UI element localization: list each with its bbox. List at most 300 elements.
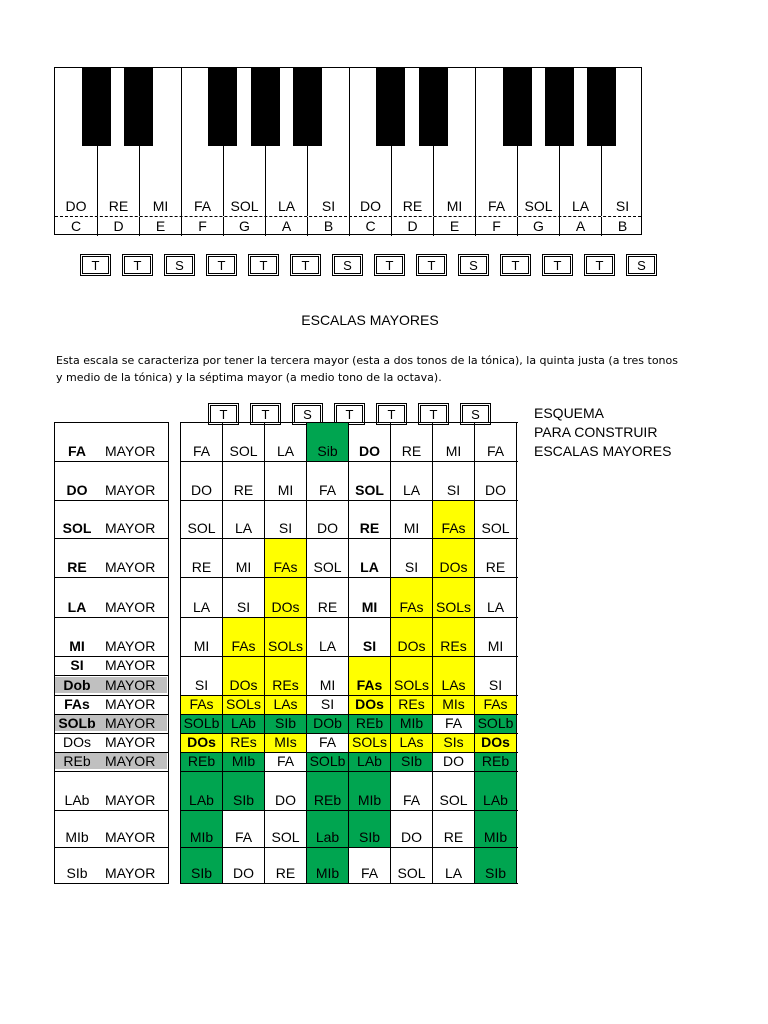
scale-name-row (55, 578, 168, 618)
interval-step-box: T (502, 256, 529, 274)
note-letter: B (601, 217, 643, 236)
scale-tonic: SIb (66, 865, 88, 881)
scale-note-cell (265, 618, 307, 656)
scale-note-label: SI (488, 677, 503, 693)
scale-note-cell (433, 578, 475, 617)
scale-note-cell (475, 618, 517, 656)
scale-note-cell (349, 578, 391, 617)
piano-keyboard (54, 67, 642, 235)
scale-note-cell (181, 462, 223, 500)
scale-note-label: FAs (231, 638, 256, 654)
scale-note-label: SIb (400, 753, 422, 769)
scale-tonic: SOL (62, 520, 92, 536)
scale-name-row (55, 696, 168, 715)
note-letter: E (139, 217, 181, 236)
scale-note-cell (475, 657, 517, 695)
scale-note-cell (475, 501, 517, 538)
scale-note-label: DOb (313, 715, 342, 731)
scale-mode: MAYOR (105, 559, 156, 575)
scale-note-label: MIs (274, 734, 297, 750)
scale-note-cell (181, 772, 223, 810)
scale-note-cell (391, 462, 433, 500)
black-key (587, 68, 616, 146)
scheme-caption-line: PARA CONSTRUIR (534, 424, 658, 440)
white-key-label: DO (360, 198, 381, 214)
scale-name-row (55, 715, 168, 734)
scale-note-cell (307, 501, 349, 538)
scheme-step-box: T (420, 405, 447, 423)
scale-note-cell (391, 715, 433, 733)
scale-note-label: FA (402, 792, 421, 808)
scale-note-label: DO (485, 482, 506, 498)
white-key-label: MI (446, 198, 463, 214)
scale-note-label: SOL (229, 443, 258, 459)
scale-note-label: REs (440, 638, 467, 654)
scale-tonic: LAb (64, 792, 90, 808)
scale-mode: MAYOR (99, 715, 167, 731)
scale-note-cell (223, 501, 265, 538)
scale-mode: MAYOR (105, 865, 156, 881)
scale-note-cell (223, 462, 265, 500)
page-title: ESCALAS MAYORES (301, 312, 439, 328)
scale-note-label: MI (319, 677, 336, 693)
scale-name-row (55, 676, 168, 696)
interval-step-box: S (166, 256, 193, 274)
scale-note-label: LA (318, 638, 337, 654)
scale-note-cell (433, 753, 475, 771)
scale-note-label: MIb (357, 792, 382, 808)
interval-step-box: T (292, 256, 319, 274)
scale-note-cell (181, 501, 223, 538)
scale-note-label: SIb (484, 865, 506, 881)
interval-step-box: T (376, 256, 403, 274)
scale-note-label: SOLb (477, 715, 514, 731)
scale-note-cell (475, 423, 517, 461)
scale-note-label: SOL (481, 520, 510, 536)
scale-tonic: DO (66, 482, 88, 498)
scale-note-cell (223, 423, 265, 461)
scale-note-cell (433, 462, 475, 500)
scale-note-cell (181, 618, 223, 656)
scale-note-cell (433, 696, 475, 714)
scale-note-cell (475, 696, 517, 714)
scale-note-cell (391, 772, 433, 810)
scale-note-cell (223, 734, 265, 752)
scale-note-label: RE (191, 559, 212, 575)
white-key-label: RE (108, 198, 129, 214)
scale-mode: MAYOR (105, 482, 156, 498)
scale-note-cell (307, 696, 349, 714)
scale-note-cell (475, 848, 517, 883)
scale-note-cell (181, 753, 223, 771)
scale-note-cell (265, 462, 307, 500)
scale-note-cell (307, 657, 349, 695)
scale-note-label: SI (446, 482, 461, 498)
scale-note-cell (223, 657, 265, 695)
scale-mode: MAYOR (105, 829, 156, 845)
scale-mode: MAYOR (105, 696, 156, 712)
scale-note-cell (307, 734, 349, 752)
scale-note-label: SIb (190, 865, 212, 881)
scale-note-label: SOLb (309, 753, 346, 769)
interval-step-box: T (586, 256, 613, 274)
scale-note-label: SI (236, 599, 251, 615)
scale-note-label: SOL (187, 520, 216, 536)
scale-note-label: SIb (232, 792, 254, 808)
scale-name-row (55, 753, 168, 772)
note-letter: B (307, 217, 349, 236)
scale-note-label: DOs (397, 638, 426, 654)
scale-note-cell (349, 501, 391, 538)
note-letter: A (265, 217, 307, 236)
interval-step-box: T (82, 256, 109, 274)
scale-note-label: LAs (441, 677, 466, 693)
scale-note-label: DO (191, 482, 212, 498)
white-key-label: SI (321, 198, 336, 214)
scale-note-label: MIb (315, 865, 340, 881)
scale-note-label: FAs (356, 677, 383, 693)
scale-note-cell (433, 501, 475, 538)
scale-note-cell (391, 578, 433, 617)
scale-mode: MAYOR (99, 753, 167, 769)
note-letter: A (559, 217, 601, 236)
scale-note-label: DOs (439, 559, 468, 575)
scheme-step-box: T (252, 405, 279, 423)
scheme-step-box: T (336, 405, 363, 423)
scale-note-cell (265, 539, 307, 577)
scale-note-cell (433, 772, 475, 810)
scale-mode: MAYOR (105, 657, 156, 673)
scale-note-cell (433, 715, 475, 733)
scale-note-cell (223, 539, 265, 577)
white-key-label: SOL (230, 198, 259, 214)
scale-note-label: MI (193, 638, 210, 654)
scale-notes-row (181, 578, 518, 618)
scale-note-cell (349, 618, 391, 656)
scale-note-label: DOs (229, 677, 258, 693)
scale-note-label: DOs (355, 696, 384, 712)
scale-note-cell (433, 657, 475, 695)
scale-mode: MAYOR (105, 734, 156, 750)
scale-notes-row (181, 462, 518, 501)
scale-note-label: MI (235, 559, 252, 575)
scheme-caption-line: ESCALAS MAYORES (534, 443, 672, 459)
scale-note-cell (475, 772, 517, 810)
interval-step-box: S (628, 256, 655, 274)
scale-note-cell (475, 539, 517, 577)
scale-note-label: MIb (231, 753, 256, 769)
scale-note-label: FA (318, 482, 337, 498)
scale-tonic: DOs (63, 734, 91, 750)
scale-note-cell (265, 578, 307, 617)
scale-mode: MAYOR (99, 677, 167, 693)
scheme-step-box: T (210, 405, 237, 423)
scale-note-label: REs (230, 734, 257, 750)
scale-note-label: MI (487, 638, 504, 654)
scale-note-label: MI (403, 520, 420, 536)
interval-step-box: T (250, 256, 277, 274)
scale-name-row (55, 657, 168, 676)
scale-tonic: MI (69, 638, 85, 654)
scale-note-label: SI (362, 638, 377, 654)
note-letter: D (97, 217, 139, 236)
scale-note-label: RE (233, 482, 254, 498)
scale-note-cell (475, 811, 517, 847)
scale-note-cell (349, 772, 391, 810)
white-key-label: LA (571, 198, 590, 214)
scale-note-label: LA (234, 520, 253, 536)
scale-note-cell (307, 753, 349, 771)
scale-note-label: SI (278, 520, 293, 536)
scale-note-cell (433, 539, 475, 577)
scale-note-label: RE (317, 599, 338, 615)
scale-notes-row (181, 539, 518, 578)
white-key-label: DO (65, 198, 87, 214)
scale-note-cell (433, 811, 475, 847)
description-text: Esta escala se caracteriza por tener la tercera mayor (esta a dos tonos de la tónica), la quinta justa (a tres tonos y medio de la tónica) y la séptima mayor (a medio tono de la octava). (56, 354, 678, 384)
scale-tonic: SI (70, 657, 84, 673)
scale-note-label: RE (401, 443, 422, 459)
scale-note-label: DO (359, 443, 380, 459)
scale-note-cell (265, 753, 307, 771)
scale-note-label: REb (481, 753, 510, 769)
scale-note-cell (181, 848, 223, 883)
scale-tonic: REb (55, 753, 99, 769)
scale-name-row (55, 734, 168, 753)
scale-note-label: DO (317, 520, 338, 536)
note-letter: C (349, 217, 391, 236)
scale-note-cell (307, 715, 349, 733)
scale-note-cell (307, 462, 349, 500)
scale-note-cell (307, 772, 349, 810)
scale-note-cell (391, 753, 433, 771)
scale-note-label: SOL (397, 865, 426, 881)
scale-note-cell (223, 811, 265, 847)
scale-note-cell (349, 848, 391, 883)
scale-note-cell (391, 539, 433, 577)
scale-note-label: SOLb (183, 715, 220, 731)
scale-note-label: REb (313, 792, 342, 808)
scale-tonic: MIb (65, 829, 89, 845)
scale-name-row (55, 618, 168, 657)
scale-note-label: SIb (274, 715, 296, 731)
scale-note-cell (265, 772, 307, 810)
scale-note-cell (349, 539, 391, 577)
scale-note-cell (391, 501, 433, 538)
scale-note-label: SOLs (393, 677, 429, 693)
scheme-step-box: S (294, 405, 321, 423)
interval-step-box: T (208, 256, 235, 274)
scale-name-row (55, 501, 168, 539)
scale-note-label: SOLs (225, 696, 261, 712)
scale-note-label: LAb (231, 715, 256, 731)
scale-note-label: FA (276, 753, 295, 769)
scale-note-cell (391, 423, 433, 461)
scale-note-label: REs (272, 677, 299, 693)
scale-note-cell (181, 423, 223, 461)
scale-notes-row (181, 734, 518, 753)
scale-note-cell (391, 734, 433, 752)
scale-note-cell (223, 696, 265, 714)
interval-step-box: S (334, 256, 361, 274)
scale-mode: MAYOR (105, 599, 156, 615)
scale-note-cell (223, 618, 265, 656)
scale-notes-row (181, 772, 518, 811)
scale-note-cell (307, 848, 349, 883)
scale-note-label: MIb (483, 829, 508, 845)
interval-step-box: T (544, 256, 571, 274)
scale-note-label: FA (234, 829, 253, 845)
scale-note-cell (265, 501, 307, 538)
scale-note-label: SI (320, 696, 335, 712)
scale-note-label: FAs (273, 559, 298, 575)
scale-note-cell (307, 618, 349, 656)
scale-note-cell (223, 848, 265, 883)
scale-note-label: DO (443, 753, 464, 769)
scale-note-label: MIs (442, 696, 465, 712)
scale-note-cell (223, 753, 265, 771)
scale-note-label: LA (444, 865, 463, 881)
scale-note-cell (265, 657, 307, 695)
scale-note-cell (265, 811, 307, 847)
scale-note-cell (391, 848, 433, 883)
scale-note-label: MI (361, 599, 378, 615)
scale-tonic: LA (67, 599, 87, 615)
scale-note-cell (433, 423, 475, 461)
scale-note-cell (181, 811, 223, 847)
scale-note-cell (307, 423, 349, 461)
scale-note-cell (349, 423, 391, 461)
scale-note-cell (265, 696, 307, 714)
note-letters-row (55, 216, 641, 236)
scale-note-label: DO (233, 865, 254, 881)
note-letter: C (70, 218, 82, 234)
scale-note-cell (391, 811, 433, 847)
scale-tonic: Dob (55, 677, 99, 693)
scale-note-cell (349, 811, 391, 847)
scale-note-cell (265, 734, 307, 752)
scale-note-label: RE (443, 829, 464, 845)
scale-note-label: RE (275, 865, 296, 881)
note-letter: E (433, 217, 475, 236)
note-letter: D (391, 217, 433, 236)
white-key-label: LA (277, 198, 296, 214)
scale-note-label: FA (360, 865, 379, 881)
scale-notes-row (181, 696, 518, 715)
scale-note-cell (475, 753, 517, 771)
scale-note-label: REb (187, 753, 216, 769)
white-key-label: FA (487, 198, 506, 214)
scale-notes-row (181, 618, 518, 657)
scale-note-label: FA (192, 443, 211, 459)
scale-note-label: SIs (443, 734, 464, 750)
scale-tonic: SOLb (55, 715, 99, 731)
black-key (503, 68, 532, 146)
scale-note-cell (433, 618, 475, 656)
black-key (419, 68, 448, 146)
white-key-label: MI (152, 198, 169, 214)
scale-note-cell (307, 811, 349, 847)
scale-note-label: LA (360, 559, 379, 575)
scale-note-label: DOs (481, 734, 510, 750)
scale-note-cell (181, 696, 223, 714)
scale-notes-row (181, 657, 518, 696)
scale-note-label: MI (445, 443, 462, 459)
scale-note-label: DOs (187, 734, 216, 750)
scale-note-cell (181, 578, 223, 617)
scale-name-row (55, 772, 168, 811)
scale-mode: MAYOR (105, 792, 156, 808)
scale-note-label: FAs (483, 696, 508, 712)
scale-note-label: LA (402, 482, 421, 498)
scale-note-label: FAs (189, 696, 214, 712)
black-key (545, 68, 574, 146)
scale-note-label: Lab (315, 829, 340, 845)
scale-note-label: SOLs (351, 734, 387, 750)
scale-note-cell (349, 734, 391, 752)
scale-name-row (55, 848, 168, 884)
scale-note-label: SI (194, 677, 209, 693)
scale-note-label: LAs (399, 734, 424, 750)
scale-notes-row (181, 753, 518, 772)
scale-note-label: SOLs (267, 638, 303, 654)
interval-step-box: T (124, 256, 151, 274)
black-key (208, 68, 237, 146)
scale-note-cell (433, 848, 475, 883)
scale-note-label: LAb (357, 753, 382, 769)
scale-note-label: REb (355, 715, 384, 731)
scale-note-cell (181, 539, 223, 577)
scale-note-label: MIb (399, 715, 424, 731)
scale-note-label: DO (401, 829, 422, 845)
scale-note-cell (223, 772, 265, 810)
white-key-label: RE (402, 198, 423, 214)
scale-note-label: DO (275, 792, 296, 808)
scale-mode: MAYOR (105, 638, 156, 654)
scale-note-cell (223, 578, 265, 617)
scale-note-label: FAs (441, 520, 466, 536)
scale-note-label: SOL (271, 829, 300, 845)
scale-note-cell (265, 848, 307, 883)
scale-name-row (55, 539, 168, 578)
scale-note-cell (349, 715, 391, 733)
note-letter: F (475, 217, 517, 236)
scale-note-cell (391, 618, 433, 656)
scale-note-label: REs (398, 696, 425, 712)
scale-note-label: MI (277, 482, 294, 498)
scale-note-cell (475, 462, 517, 500)
scale-note-cell (307, 539, 349, 577)
scale-note-label: LAb (189, 792, 214, 808)
scale-note-label: LA (276, 443, 295, 459)
scale-note-label: SOL (313, 559, 342, 575)
interval-step-box: T (418, 256, 445, 274)
scale-note-cell (391, 657, 433, 695)
scale-name-row (55, 811, 168, 848)
scale-note-cell (265, 423, 307, 461)
scale-note-cell (223, 715, 265, 733)
interval-step-box: S (460, 256, 487, 274)
scheme-caption-line: ESQUEMA (534, 405, 605, 421)
black-key (124, 68, 153, 146)
scale-note-label: LA (192, 599, 211, 615)
scale-note-cell (349, 462, 391, 500)
scale-mode: MAYOR (105, 443, 156, 459)
scale-note-cell (475, 578, 517, 617)
scale-mode: MAYOR (105, 520, 156, 536)
scheme-step-box: T (378, 405, 405, 423)
scale-note-cell (349, 657, 391, 695)
